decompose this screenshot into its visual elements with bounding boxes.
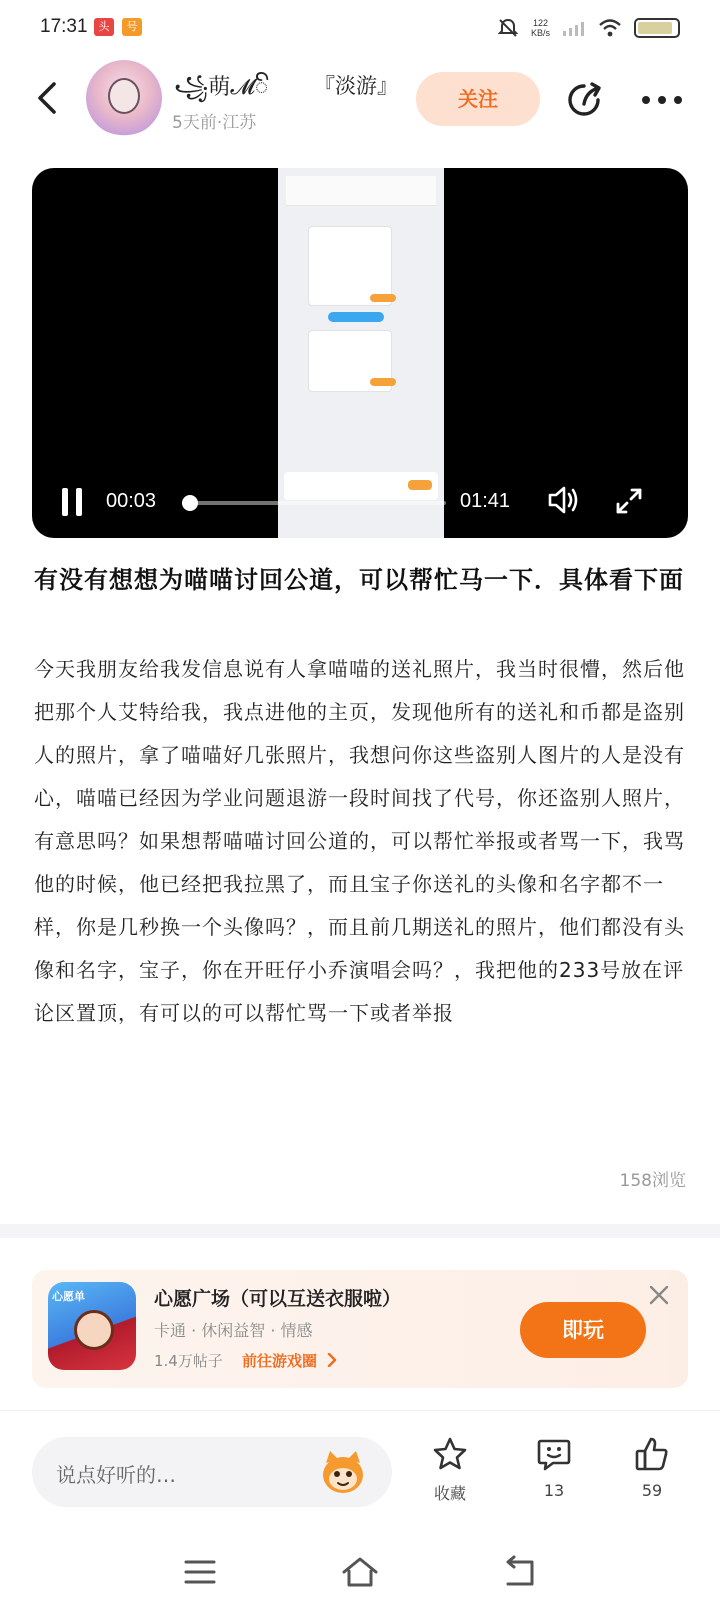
post-body: 今天我朋友给我发信息说有人拿喵喵的送礼照片，我当时很懵，然后他把那个人艾特给我，我点进他的主页，发现他所有的送礼和币都是盗别人的照片，拿了喵喵好几张照片，我想问你这些盗别人图片的人是没有心，喵喵已经因为学业问题退游一段时间找了代号，你还盗别人照片，有意思吗？如果想帮喵喵讨回公道的，可以帮忙举报或者骂一下，我骂他的时候，他已经把我拉黑了，而且宝子你送礼的头像和名字都不一样，你是几秒换一个头像吗？，而且前几期送礼的照片，他们都没有头像和名字，宝子，你在开旺仔小乔演唱会吗？，我把他的233号放在评论区置顶，有可以的可以帮忙骂一下或者举报 [34, 657, 685, 1025]
menu-icon[interactable] [180, 1554, 220, 1590]
avatar[interactable] [86, 60, 162, 136]
game-icon-character [74, 1310, 114, 1350]
chevron-right-icon [326, 1353, 338, 1367]
wifi-icon [598, 18, 622, 38]
video-progress-bar[interactable] [182, 501, 446, 505]
post-title: 有没有想想为喵喵讨回公道，可以帮忙马一下．具体看下面 [34, 566, 684, 594]
mascot-emoji-icon[interactable] [316, 1447, 370, 1497]
like-action[interactable] [622, 1435, 682, 1515]
more-icon[interactable] [640, 94, 684, 106]
game-icon-label: 心愿单 [52, 1290, 85, 1303]
like-count: 59 [641, 1481, 663, 1500]
volume-icon[interactable] [546, 482, 582, 518]
avatar-face [108, 78, 140, 114]
bottom-action-bar [0, 1410, 720, 1526]
video-progress-thumb[interactable] [182, 495, 198, 511]
status-badge-red: 头部 [94, 18, 114, 36]
close-icon[interactable] [648, 1284, 670, 1306]
thumbs-up-icon [633, 1435, 671, 1473]
share-icon[interactable] [562, 78, 606, 122]
user-name[interactable]: ꧁萌𝓜ꦼ [174, 75, 269, 100]
post-header [0, 56, 720, 142]
home-icon[interactable] [340, 1554, 380, 1590]
comment-count: 13 [543, 1481, 565, 1500]
pause-icon[interactable] [62, 488, 84, 516]
favorite-label: 收藏 [433, 1484, 466, 1503]
battery-icon [634, 18, 680, 38]
back-arrow-icon[interactable] [30, 78, 66, 118]
go-to-game-circle-link[interactable] [242, 1350, 338, 1371]
game-tags: 卡通 · 休闲益智 · 情感 [154, 1321, 313, 1340]
post-meta: 5天前·江苏 [172, 113, 257, 133]
comment-placeholder: 说点好听的… [56, 1463, 176, 1487]
comment-action[interactable] [524, 1435, 584, 1515]
video-current-time: 00:03 [106, 490, 157, 512]
play-now-button[interactable]: 即玩 [520, 1302, 646, 1358]
game-icon[interactable] [48, 1282, 136, 1370]
comment-icon [535, 1435, 573, 1473]
status-badge-orange: 号 [122, 18, 142, 36]
section-divider [0, 1224, 720, 1238]
status-time: 17:31 [40, 16, 88, 37]
game-post-count: 1.4万帖子 [154, 1352, 223, 1370]
view-count: 158浏览 [619, 1171, 686, 1191]
return-icon[interactable] [500, 1554, 540, 1590]
status-bar [0, 0, 720, 56]
star-icon [431, 1435, 469, 1473]
game-card[interactable] [32, 1270, 688, 1388]
follow-button[interactable]: 关注 [416, 72, 540, 126]
game-name[interactable]: 心愿广场（可以互送衣服啦） [154, 1288, 402, 1310]
fullscreen-icon[interactable] [614, 486, 644, 516]
comment-input[interactable] [32, 1437, 392, 1507]
video-total-time: 01:41 [460, 490, 511, 512]
status-icons [497, 14, 680, 42]
signal-icon [562, 20, 586, 36]
favorite-action[interactable] [420, 1435, 480, 1515]
video-player[interactable] [32, 168, 688, 538]
game-tag[interactable]: 『淡游』 [314, 74, 398, 98]
net-speed: 122 KB/s [530, 18, 550, 38]
mute-bell-icon [497, 17, 519, 39]
system-nav-bar [0, 1540, 720, 1612]
go-to-game-circle-label: 前往游戏圈 [242, 1352, 318, 1370]
video-controls [32, 468, 688, 538]
